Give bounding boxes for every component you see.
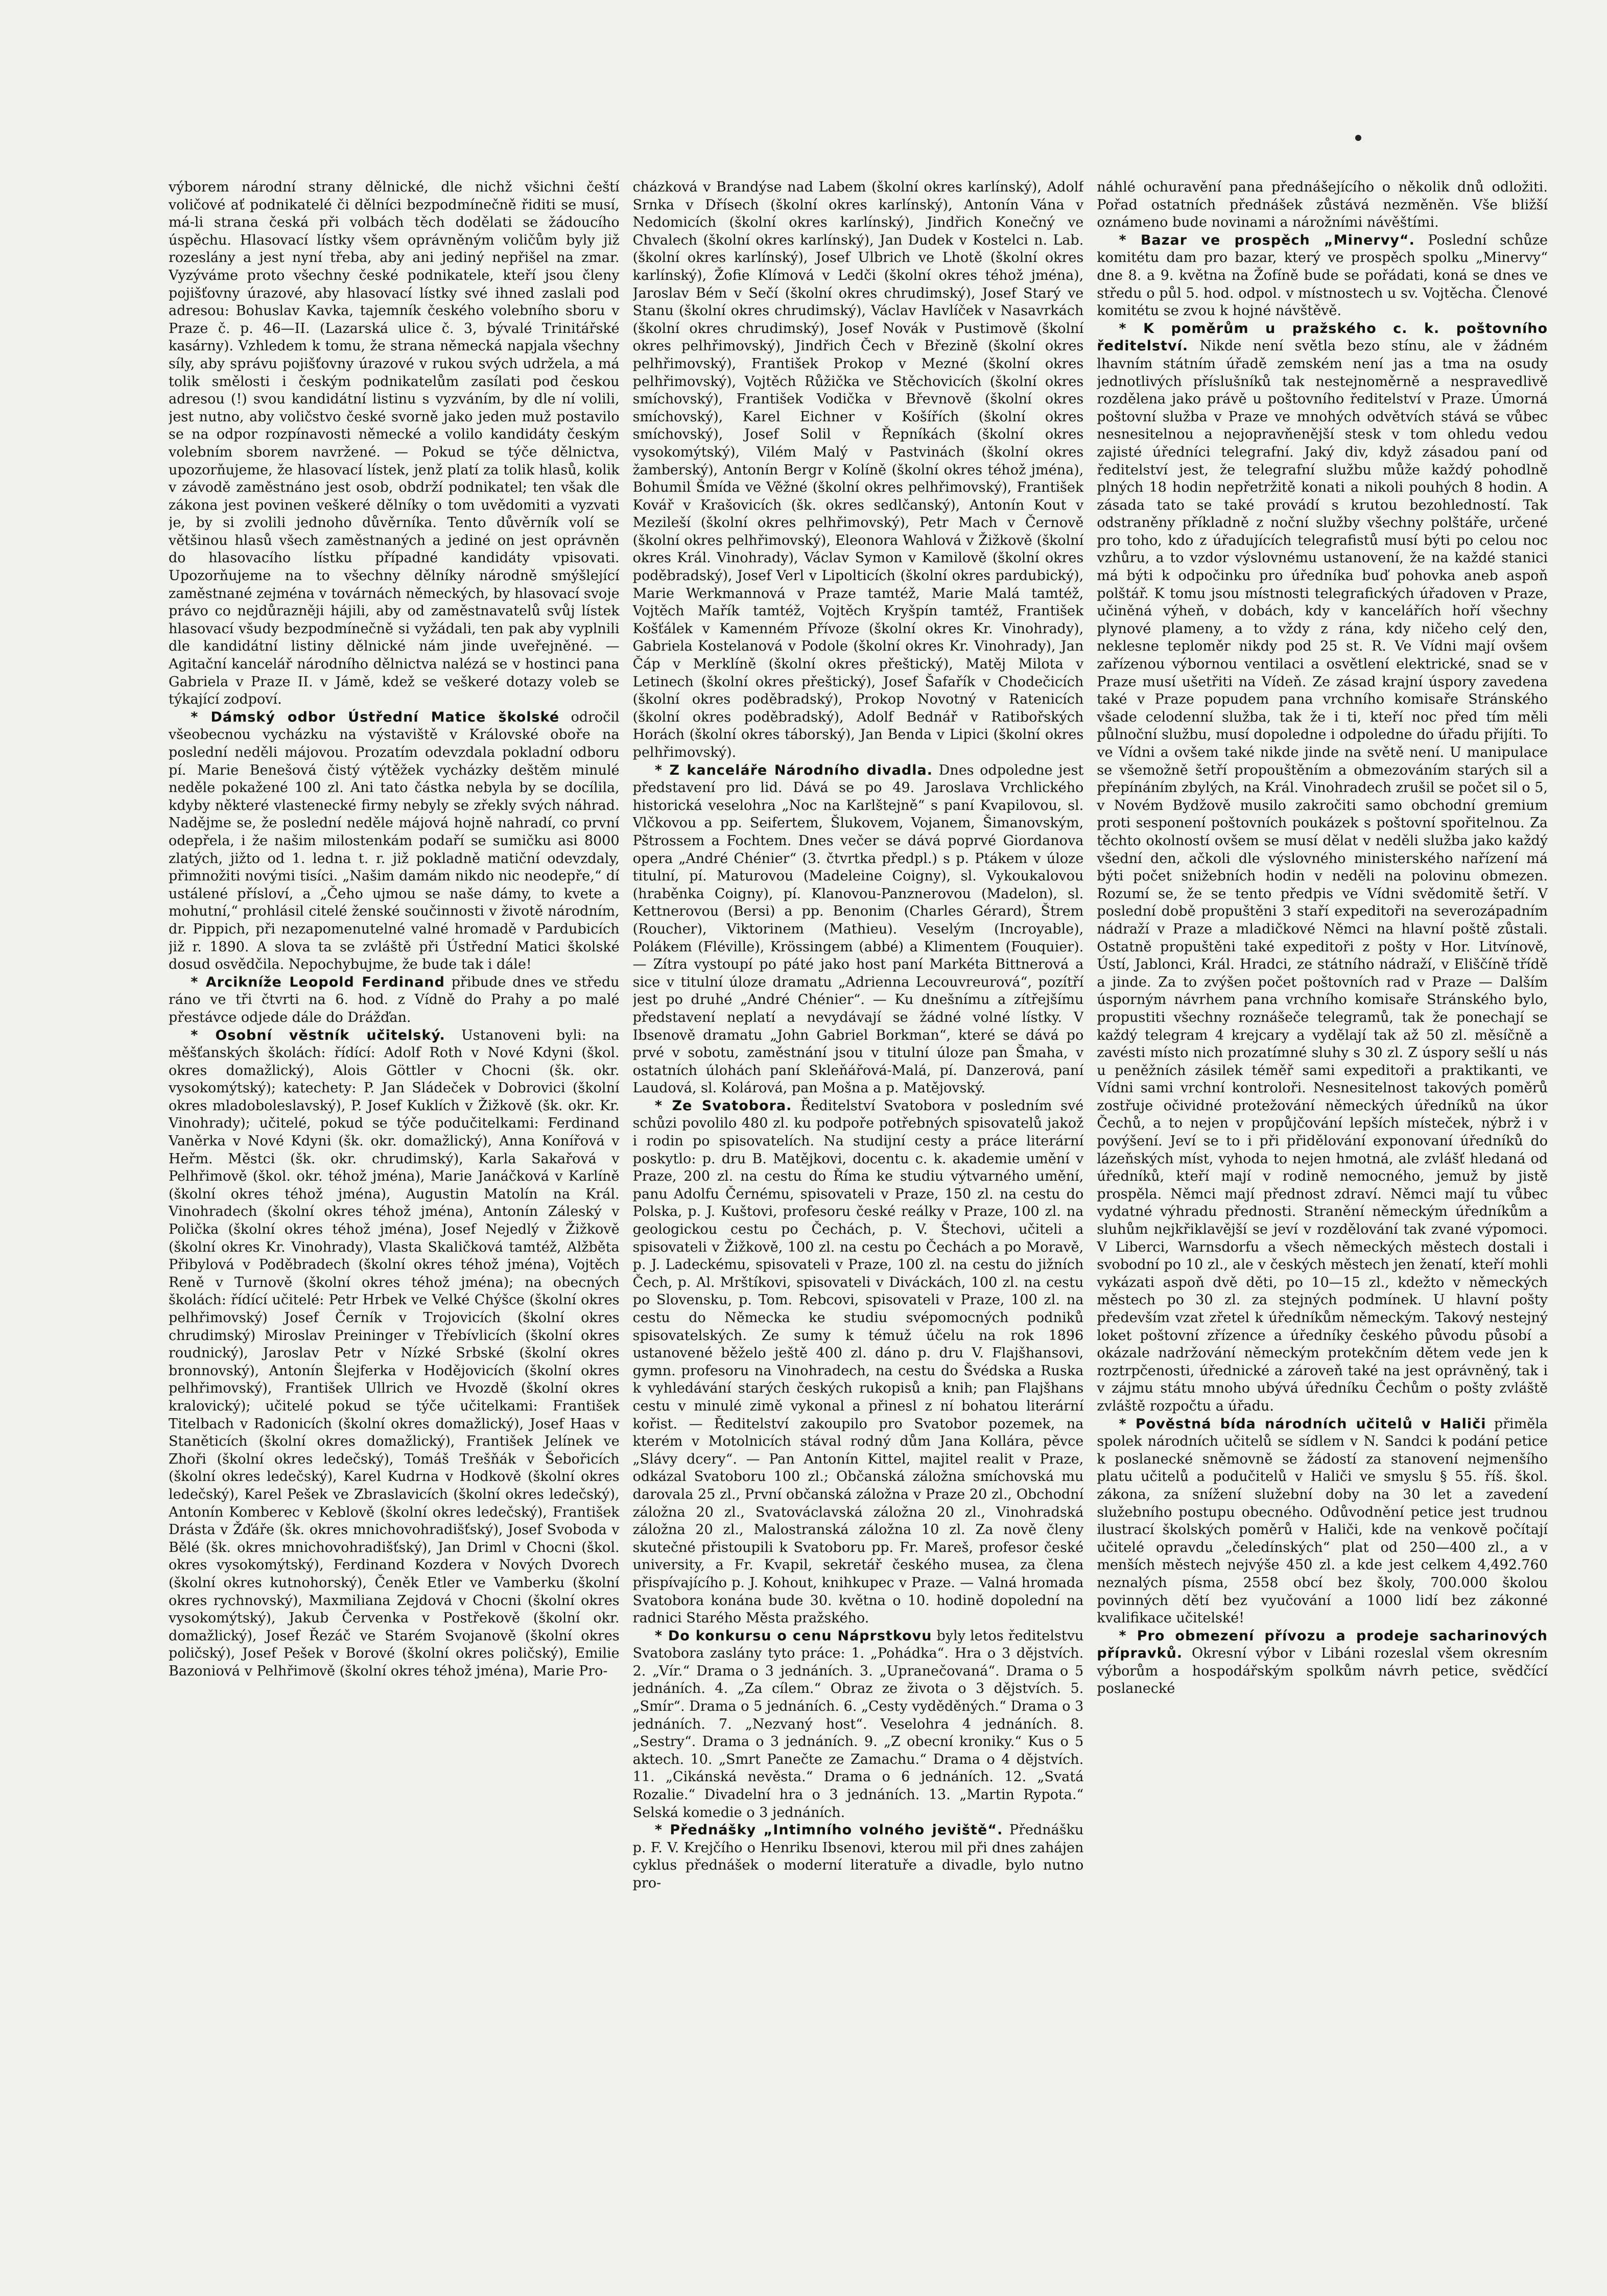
article-heading: * Osobní věstník učitelský. <box>191 1027 445 1043</box>
print-speck <box>1355 135 1361 141</box>
article-text: odročil všeobecnou vycházku na výstaviště v Královské oboře na poslední neděli májovou. Prozatím odevzdala pokladní odboru pí. Marie Benešová čistý výtěžek vycházky deštěm minulé neděle pokažené 100 zl. Ani tato částka nebyla by se docílila, kdyby některé vlastenecké firmy nebyly se zřekly svých náhrad. Nadějme se, že poslední neděle májová hojně nahradí, co první odepřela, i že našim milostenkám podaří se sumičku asi 8000 zlatých, jižto od 1. ledna t. r. již pokladně matiční odevzdaly, přimnožiti novými tisíci. „Našim damám nikdo nic neodepře,“ dí ustálené přísloví, a „Čeho ujmou se naše dámy, to kvete a mohutní,“ prohlásil citelé ženské součinnosti v životě národním, dr. Pippich, při nezapomenutelné valné hromadě v Pardubicích již r. 1890. A slova ta se zvláště při Ústřední Matici školské dosud osvědčila. Nepochybujme, že bude tak i dále! <box>169 709 620 973</box>
article-paragraph <box>169 1027 620 1681</box>
article-heading: * Přednášky „Intimního volného jeviště“. <box>654 1822 1003 1838</box>
article-text: přiměla spolek národních učitelů se sídlem v N. Sandci k podání petice k poslanecké sněmovně se žádostí za stanovení nejmenšího platu učitelů a podučitelů v Haliči ve smyslu § 55. říš. škol. zákona, za snížení služební doby na 30 let a zavedení služebního postupu obecného. Odůvodnění petice jest trudnou ilustrací školských poměrů v Haliči, kde na venkově počítají učitelé opravdu „čeledínských“ plat od 250—400 zl., a v menších městech nejvýše 450 zl. a kde jest celkem 4,492.760 neznalých písma, 2558 obcí bez školy, 700.000 školou povinných dětí bez vyučování a 1000 lidí bez zákonné kvalifikace učitelské! <box>1097 1416 1548 1627</box>
article-paragraph <box>1097 1628 1548 1698</box>
newspaper-page <box>169 179 1548 2211</box>
article-heading: * K poměrům u pražského c. k. poštovního ředitelství. <box>1097 320 1548 354</box>
article-paragraph <box>633 762 1084 1097</box>
article-heading: * Pro obmezení přívozu a prodeje sacharinových přípravků. <box>1097 1628 1548 1662</box>
article-heading: * Arcikníže Leopold Ferdinand <box>191 974 445 990</box>
article-text: Dnes odpoledne jest představení pro lid. Dává se po 49. Jaroslava Vrchlického historická veselohra „Noc na Karlštejně“ s paní Kvapilovou, sl. Vlčkovou a pp. Seifertem, Šlukovem, Vojanem, Šimanovským, Pštrossem a Fochtem. Dnes večer se dává poprvé Giordanova opera „André Chénier“ (3. čtvrtka předpl.) s p. Ptákem v úloze titulní, pí. Maturovou (Madeleine Coigny), sl. Vykoukalovou (hraběnka Coigny), pí. Klanovou-Panznerovou (Madelon), sl. Kettnerovou (Bersi) a pp. Benonim (Charles Gérard), Štrem (Roucher), Viktorinem (Mathieu). Veselým (Incroyable), Polákem (Fléville), Krössingem (abbé) a Klimentem (Fouquier). — Zítra vystoupí po páté jako host paní Markéta Bittnerová a sice v titulní úloze dramatu „Adrienna Lecouvreurová“, pozítří jest po druhé „André Chénier“. — Ku dnešnímu a zítřejšímu představení neplatí a nevydávají se žádné volné lístky. V Ibsenově dramatu „John Gabriel Borkman“, které se dává po prvé v sobotu, zaměstnání jsou v titulní úloze pan Šmaha, v ostatních úlohách paní Skleňářová-Malá, pí. Danzerová, paní Laudová, sl. Kolárová, pan Mošna a p. Matějovský. <box>632 762 1084 1096</box>
article-text: Ředitelství Svatobora v posledním své schůzi povolilo 480 zl. ku podpoře potřebných spisovatelů jakož i rodin po spisovatelích. Na studijní cesty a práce literární poskytlo: p. dru B. Matějkovi, docentu c. k. akademie umění v Praze, 200 zl. na cestu do Říma ke studiu výtvarného umění, panu Adolfu Černému, spisovateli v Praze, 150 zl. na cestu do Polska, p. J. Kuštovi, profesoru české reálky v Praze, 100 zl. na geologickou cestu po Čechách, p. V. Štechovi, učiteli a spisovateli v Žižkově, 100 zl. na cestu po Čechách a po Moravě, p. J. Ladeckému, spisovateli v Praze, 100 zl. na cestu do jižních Čech, p. Al. Mrštíkovi, spisovateli v Diváckách, 100 zl. na cestu po Slovensku, p. Tom. Rebcovi, spisovateli v Praze, 100 zl. na cestu do Německa ke studiu svépomocných podniků spisovatelských. Ze sumy k témuž účelu na rok 1896 ustanovené běželo ještě 400 zl. dáno p. dru V. Flajšhansovi, gymn. profesoru na Vinohradech, na cestu do Švédska a Ruska k vyhledávání starých českých rukopisů a knih; pan Flajšhans cestu v minulé zimě vykonal a přinesl z ní bohatou literární kořist. — Ředitelství zakoupilo pro Svatobor pozemek, na kterém v Motolnicích stával rodný dům Jana Kollára, pěvce „Slávy dcery“. — Pan Antonín Kittel, majitel realit v Praze, odkázal Svatoboru 100 zl.; Občanská záložna smíchovská mu darovala 25 zl., První občanská záložna v Praze 20 zl., Obchodní záložna 20 zl., Svatováclavská záložna 20 zl., Vinohradská záložna 20 zl., Malostranská záložna 10 zl. Za nově členy skutečné přistoupili k Svatoboru pp. Fr. Mareš, profesor české university, a Fr. Kvapil, sekretář českého musea, za člena přispívajícího p. J. Kohout, knihkupec v Praze. — Valná hromada Svatobora konána bude 30. května o 10. hodině dopolední na radnici Starého Města pražského. <box>632 1097 1084 1627</box>
article-text: Nikde není světla bezo stínu, ale v žádném lhavním státním úřadě zemském není jas a tma na osudy jednotlivých příslušníků tak nestejnoměrně a nespravedlivě rozdělena jako právě u poštovního ředitelství v Praze. Úmorná poštovní služba v Praze ve mnohých odvětvích stává se vůbec nesnesitelnou a nejopravňenější stesk v tom ohledu vedou zajisté úředníci telegrafní. Jaký div, když zásadou paní od ředitelství jest, že telegrafní službu může každý pohodlně plných 18 hodin nepřetržitě konati a nikoli pouhých 8 hodin. A zásada tato se také provádí s krutou bezohledností. Tak odstraněny příkladně z noční služby všechny polštáře, určené pro toho, kdo z úřadujících telegrafistů musí býti po celou noc vzhůru, a to vzdor výslovnému ustanovení, že na každé stanici má býti k odpočinku pro úředníka buď pohovka aneb aspoň polštář. K tomu jsou místnosti telegrafických úřadoven v Praze, učiněná výheň, v dobách, kdy v kancelářích hoří všechny plynové plameny, a to vždy z rána, kdy ničeho celý den, neklesne teploměr nikdy pod 25 st. R. Ve Vídni mají ovšem zařízenou výbornou ventilaci a osvětlení elektrické, snad se v Praze musí ušetřiti na Vídeň. Ze zásad krajní úspory zavedena také v Praze popudem pana vrchního komisaře Stránského všade celodenní služba, tak že i ti, kteří noc před tím měli půlnoční službu, musí dopoledne i odpoledne do úřadu přijíti. To ve Vídni a ovšem také nikde jinde na světě není. U manipulace se všemožně šetří propouštěním a obmezováním starých sil a přepínáním zbylých, na Král. Vinohradech zrušil se počet sil o 5, v Novém Bydžově musilo zakročiti samo obchodní gremium proti sesponení poštovních poukázek s poštovní spořitelnou. Za těchto okolností ovšem se musí dělat v neděli služba jako každý všední den, ačkoli dle výslovného ministerského nařízení má býti počet snižebních hodin v neděli na polovinu obmezen. Rozumí se, že se tento předpis ve Vídni svědomitě šetří. V poslední době propuštěni 3 staří expeditoři na severozápadním nádraží v Praze a mladičkové Němci na hlavní poště zůstali. Ostatně propuštěni také expeditoři z pošty v Hor. Litvínově, Ústí, Jablonci, Král. Hradci, ze státního nádraží, v Eliščíně třídě a jinde. Za to zvýšen počet poštovních rad v Praze — Dalším úsporným návrhem pana vrchního komisaře Stránského bylo, propustiti všechny roznášeče telegramů, tak že ponechají se každý telegram 4 krejcary a vydělají tak až 50 zl. měsíčně a zavésti místo nich prozatímné sluhy s 30 zl. Z úspory sešlí u nás u peněžních zásilek téměř sami expeditoři a praktikanti, ve Vídni sami vrchní kontroloři. Nesnesitelnost takových poměrů zostřuje očividné protežování německých úředníků na úkor Čechů, a to nejen v propůjčování lepších místeček, nýbrž i v povýšení. Jeví se to i při přidělování exponovaní úředníků do lázeňských míst, vyhoda to nejen hmotná, ale zvlášť hledaná od úředníků, kteří mají v rodině nemocného, jemuž by jistě prospěla. Němci mají přednost zdraví. Němci mají tu vůbec vydatné výhradu přednosti. Stranění německým úředníkům a sluhům nejkřiklavější se jeví v rozdělování tak zvané výpomoci. V Liberci, Warnsdorfu a všech německých městech dostali i svobodní po 10 zl., ale v českých městech jen ženatí, kteří mohli vykázati aspoň dvě děti, po 10—15 zl., kdežto v německých městech po 30 zl. za stejných podmínek. U hlavní pošty především vzat zřetel k úředníkům německým. Takový nestejný loket poštovní zřízence a úředníky českého původu působí a okázale nadržování německým protekčním dětem vede jen k roztrpčenosti, úřednické a zároveň také na jest oprávněný, tak i v zájmu státu mnoho ubývá úředníku Čechům o pošty zvláště zvláště rozpočtu a úřadu. <box>1097 338 1548 1414</box>
article-paragraph <box>169 709 620 974</box>
article-text: Poslední schůze komitétu dam pro bazar, který ve prospěch spolku „Minervy“ dne 8. a 9. května na Žofíně bude se pořádati, koná se dnes ve středu o půl 5. hod. odpol. v místnostech u sv. Vojtěcha. Členové komitétu se zvou k hojné návštěvě. <box>1097 232 1548 319</box>
column-middle <box>633 179 1084 2211</box>
article-paragraph <box>633 1628 1084 1822</box>
article-paragraph <box>1097 179 1548 232</box>
article-paragraph <box>1097 1416 1548 1628</box>
article-text: Přednášku p. F. V. Krejčího o Henriku Ibsenovi, kterou mil při dnes zahájen cyklus přednášek o moderní literatuře a divadle, bylo nutno pro- <box>632 1822 1084 1891</box>
article-text: byly letos ředitelstvu Svatobora zaslány tyto práce: 1. „Pohádka“. Hra o 3 dějstvích. 2. „Vír.“ Drama o 3 jednáních. 3. „Upranečovaná“. Drama o 5 jednáních. 4. „Za cílem.“ Obraz ze života o 3 dějstvích. 5. „Smír“. Drama o 5 jednáních. 6. „Cesty vyděděných.“ Drama o 3 jednáních. 7. „Nezvaný host“. Veselohra 4 jednáních. 8. „Sestry“. Drama o 3 jednáních. 9. „Z obecní kroniky.“ Kus o 5 aktech. 10. „Smrt Panečte ze Zamachu.“ Drama o 4 dějstvích. 11. „Cikánská nevěsta.“ Drama o 6 jednáních. 12. „Svatá Rozalie.“ Divadelní hra o 3 jednáních. 13. „Martin Rypota.“ Selská komedie o 3 jednáních. <box>632 1628 1084 1821</box>
article-text: Okresní výbor v Libáni rozeslal všem okresním výborům a hospodářským spolkům návrh petice, svědčící poslanecké <box>1097 1645 1548 1697</box>
article-paragraph <box>633 1097 1084 1628</box>
column-left <box>169 179 620 2211</box>
article-heading: * Dámský odbor Ústřední Matice školské <box>191 709 560 725</box>
article-heading: * Ze Svatobora. <box>654 1097 792 1114</box>
article-paragraph <box>169 974 620 1027</box>
article-heading: * Z kanceláře Národního divadla. <box>654 762 933 778</box>
article-text: náhlé ochuravění pana přednášejícího o několik dnů odložiti. Pořad ostatních přednášek zůstává nezměněn. Vše bližší oznámeno bude novinami a nárožními návěštími. <box>1097 179 1548 231</box>
article-paragraph <box>169 179 620 709</box>
article-text: Ustanoveni byli: na měšťanských školách: řídící: Adolf Roth v Nové Kdyni (škol. okres domažlický), Alois Göttler v Chocni (šk. okr. vysokomýtský); katechety: P. Jan Sládeček v Dobrovici (školní okres mladoboleslavský), P. Josef Kuklích v Žižkově (šk. okr. Kr. Vinohrady); učitelé, pokud se týče podučitelkami: Ferdinand Vaněrka v Nové Kdyni (šk. okr. domažlický), Anna Konířová v Heřm. Městci (šk. okr. chrudimský), Karla Sakařová v Pelhřimově (škol. okr. téhož jména), Marie Janáčková v Karlíně (školní okres téhož jména), Augustin Matolín na Král. Vinohradech (školní okres téhož jména), Antonín Záleský v Polička (školní okres téhož jména), Josef Nejedlý v Žižkově (školní okres Kr. Vinohrady), Vlasta Skaličková tamtéž, Alžběta Přibylová v Poděbradech (školní okres téhož jména), Vojtěch Reně v Turnově (školní okres téhož jména); na obecných školách: řídící učitelé: Petr Hrbek ve Velké Chýšce (školní okres pelhřimovský) Josef Černík v Trojovicích (školní okres chrudimský) Miroslav Preininger v Třebívlicích (školní okres roudnický), Jaroslav Petr v Nízké Srbské (školní okres bronnovský), Antonín Šlejferka v Hodějovicích (školní okres pelhřimovský), František Ullrich ve Hvozdě (školní okres kralovický); učitelé pokud se týče učitelkami: František Titelbach v Radonicích (školní okres domažlický), Josef Haas v Staněticích (školní okres domažlický), František Jelínek ve Zhoři (školní okres ledečský), Tomáš Trešňák v Šebořicích (školní okres ledečský), Karel Kudrna v Hodkově (školní okres ledečský), Karel Pešek ve Zbraslavicích (školní okres ledečský), Antonín Komberec v Keblově (školní okres ledečský), František Drásta v Žďáře (šk. okres mnichovohradišťský), Josef Svoboda v Bělé (šk. okres mnichovohradišťský), Jan Driml v Chocni (škol. okres vysokomýtský), Ferdinand Kozdera v Nových Dvorech (školní okres kutnohorský), Čeněk Etler ve Vamberku (školní okres rychnovský), Maxmiliana Zejdová v Chocni (školní okres vysokomýtský), Jakub Červenka v Postřekově (školní okr. domažlický), Josef Řezáč ve Starém Svojanově (školní okres poličský), Josef Pešek v Borové (školní okres poličský), Emilie Bazoniová v Pelhřimově (školní okres téhož jména), Marie Pro- <box>169 1027 620 1679</box>
article-text: výborem národní strany dělnické, dle nichž všichni čeští voličové ať podnikatelé či dělníci bezpodmínečně řiditi se musí, má-li strana česká při volbách těch dodělati se žádoucího úspěchu. Hlasovací lístky všem oprávněným voličům byly již rozeslány a jest nyní třeba, aby ani jediný nepřišel na zmar. Vyzýváme proto všechny české podnikatele, kteří jsou členy pojišťovny úrazové, aby hlasovací lístky své ihned zaslali pod adresou: Bohuslav Kavka, tajemník českého volebního sboru v Praze č. p. 46—II. (Lazarská ulice č. 3, bývalé Trinitářské kasárny). Vzhledem k tomu, že strana německá napjala všechny síly, aby správu pojišťovny úrazové v rukou svých udržela, a má tolik smělosti i českým podnikatelům zasílati pod českou adresou (!) svou kandidátní listinu s vyzváním, by dle ní volili, jest nutno, aby voličstvo české svorně jako jeden muž postavilo se na odpor rozpínavosti německé a volilo kandidáty českým volebním sborem navržené. — Pokud se týče dělnictva, upozorňujeme, že hlasovací lístek, jenž platí za tolik hlasů, kolik v závodě zaměstnáno jest osob, obdrží podnikatel; ten však dle zákona jest povinen veškeré dělníky o tom uvědomiti a vyzvati je, by si zvolili jednoho důvěrníka. Tento důvěrník volí se většinou hlasů všech zaměstnaných a jediné on jest oprávněn do hlasovacího lístku případné kandidáty vpisovati. Upozorňujeme na to všechny dělníky národně smýšlející zaměstnané zejména v továrnách německých, by hlasovací svoje právo co nejdůrazněji hájili, aby od zaměstnavatelů svůj lístek hlasovací všudy bezpodmínečně si vyžádali, ten pak aby vyplnili dle kandidátní listiny dělnické nám jinde uveřejněné. — Agitační kancelář národního dělnictva nalézá se v hostinci pana Gabriela v Praze II. v Jámě, kdež se veškeré dotazy voleb se týkající zodpoví. <box>169 179 620 708</box>
column-right <box>1097 179 1548 2211</box>
article-text: přibude dnes ve středu ráno ve tři čtvrti na 6. hod. z Vídně do Prahy a po malé přestávce odjede dále do Drážďan. <box>169 974 620 1025</box>
article-paragraph <box>1097 320 1548 1416</box>
article-paragraph <box>633 179 1084 762</box>
article-paragraph <box>633 1822 1084 1892</box>
article-heading: * Pověstná bída národních učitelů v Haliči <box>1119 1416 1486 1432</box>
article-paragraph <box>1097 232 1548 320</box>
article-text: cházková v Brandýse nad Labem (školní okres karlínský), Adolf Srnka v Dřísech (školní okres karlínský), Antonín Vána v Nedomicích (školní okres karlínský), Jindřich Konečný ve Chvalech (školní okres karlínský), Jan Dudek v Kostelci n. Lab. (školní okres karlínský), Josef Ulbrich ve Lhotě (školní okres karlínský), Žofie Klímová v Ledči (školní okres téhož jména), Jaroslav Bém v Sečí (školní okres chrudimský), Josef Starý ve Stanu (školní okres chrudimský), Václav Havlíček v Nasavrkách (školní okres chrudimský), Josef Novák v Pustimově (školní okres pelhřimovský), Jindřich Čech v Březině (školní okres pelhřimovský), František Prokop v Mezné (školní okres pelhřimovský), Vojtěch Růžička ve Stěchovicích (školní okres smíchovský), František Vodička v Břevnově (školní okres smíchovský), Karel Eichner v Košířích (školní okres smíchovský), Josef Solil v Řepníkách (školní okres vysokomýtský), Vilém Malý v Pastvinách (školní okres žamberský), Antonín Bergr v Kolíně (školní okres téhož jména), Bohumil Šmída ve Věžné (školní okres pelhřimovský), František Kovář v Krašovicích (šk. okres sedlčanský), Antonín Kout v Mezileší (školní okres pelhřimovský), Petr Mach v Černově (školní okres pelhřimovský), Eleonora Wahlová v Žižkově (školní okres Král. Vinohrady), Václav Symon v Kamilově (školní okres poděbradský), Josef Verl v Lipolticích (školní okres pardubický), Marie Werkmannová v Praze tamtéž, Marie Malá tamtéž, Vojtěch Mařík tamtéž, Vojtěch Kryšpín tamtéž, František Košťálek v Kamenném Přívoze (školní okres Kr. Vinohrady), Gabriela Kostelanová v Podole (školní okres Kr. Vinohrady), Jan Čáp v Merklíně (školní okres přeštický), Matěj Milota v Letinech (školní okres přeštický), Josef Šafařík v Chodečicích (školní okres poděbradský), Prokop Novotný v Ratenicích (školní okres poděbradský), Adolf Bednář v Ratibořských Horách (školní okres táborský), Jan Benda v Lipici (školní okres pelhřimovský). <box>632 179 1084 760</box>
article-heading: * Do konkursu o cenu Náprstkovu <box>654 1628 932 1644</box>
article-heading: * Bazar ve prospěch „Minervy“. <box>1119 232 1415 248</box>
